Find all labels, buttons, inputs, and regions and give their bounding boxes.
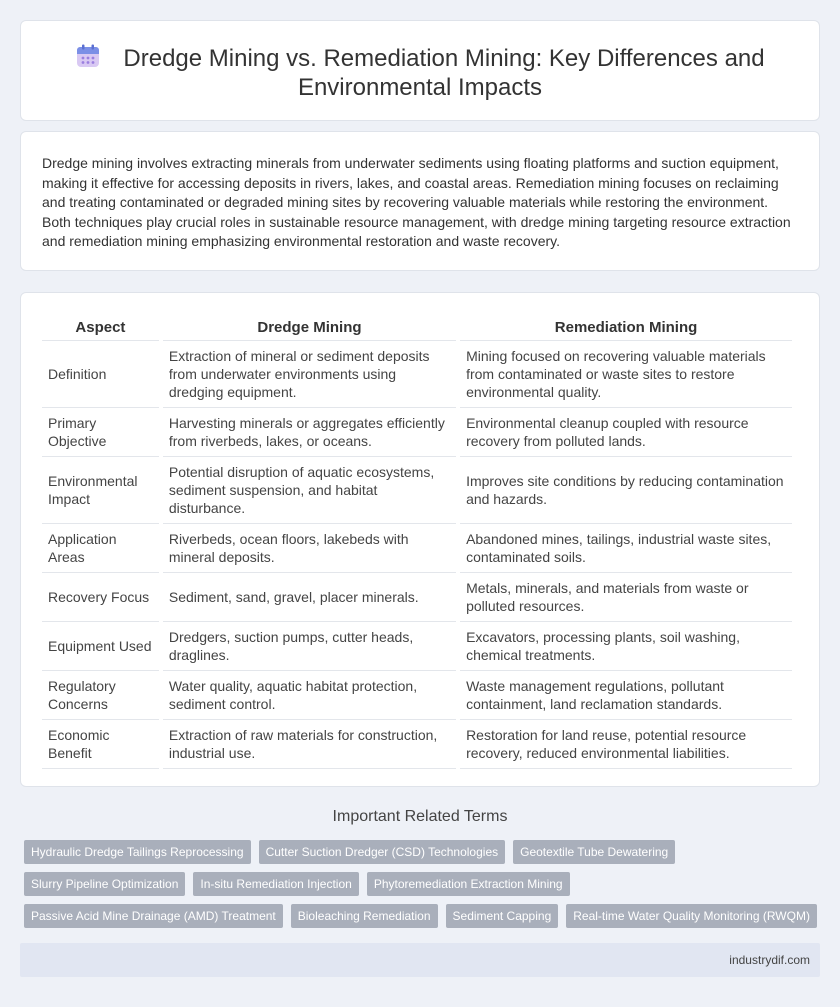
intro-card — [20, 131, 820, 271]
row-aspect: Application Areas — [42, 524, 159, 573]
calendar-icon — [75, 43, 101, 69]
row-remediation: Improves site conditions by reducing contamination and hazards. — [460, 457, 792, 524]
footer-site-link[interactable]: industrydif.com — [729, 953, 810, 967]
table-header-row — [42, 315, 792, 341]
related-term-tag[interactable]: Sediment Capping — [446, 904, 559, 928]
row-dredge: Sediment, sand, gravel, placer minerals. — [163, 573, 456, 622]
comparison-table — [38, 315, 796, 769]
table-row — [42, 622, 792, 671]
related-terms-list — [24, 840, 824, 936]
comparison-card — [20, 292, 820, 787]
table-row — [42, 457, 792, 524]
header-dredge-mining: Dredge Mining — [163, 315, 456, 341]
row-dredge: Extraction of raw materials for construction, industrial use. — [163, 720, 456, 769]
tag-row — [24, 872, 824, 896]
table-row — [42, 573, 792, 622]
footer — [20, 943, 820, 977]
row-aspect: Environmental Impact — [42, 457, 159, 524]
table-row — [42, 671, 792, 720]
intro-text: Dredge mining involves extracting minerals from underwater sediments using floating platforms and suction equipment, making it effective for accessing deposits in rivers, lakes, and coastal areas. Remediation mining focuses on reclaiming and treating contaminated or degraded mining sites by recovering valuable materials while restoring the environment. Both techniques play crucial roles in sustainable resource management, with dredge mining targeting resource extraction and remediation mining emphasizing environmental restoration and waste recovery. — [42, 155, 791, 249]
row-remediation: Excavators, processing plants, soil washing, chemical treatments. — [460, 622, 792, 671]
table-row — [42, 720, 792, 769]
row-aspect: Regulatory Concerns — [42, 671, 159, 720]
related-term-tag[interactable]: Hydraulic Dredge Tailings Reprocessing — [24, 840, 251, 864]
tag-row — [24, 904, 824, 928]
table-row — [42, 408, 792, 457]
row-remediation: Metals, minerals, and materials from waste or polluted resources. — [460, 573, 792, 622]
row-dredge: Riverbeds, ocean floors, lakebeds with mineral deposits. — [163, 524, 456, 573]
related-term-tag[interactable]: In-situ Remediation Injection — [193, 872, 358, 896]
related-terms-title: Important Related Terms — [332, 808, 508, 825]
row-remediation: Mining focused on recovering valuable materials from contaminated or waste sites to restore environmental quality. — [460, 341, 792, 408]
row-aspect: Economic Benefit — [42, 720, 159, 769]
header-card — [20, 20, 820, 121]
related-term-tag[interactable]: Real-time Water Quality Monitoring (RWQM) — [566, 904, 817, 928]
page-title — [21, 43, 819, 102]
related-term-tag[interactable]: Slurry Pipeline Optimization — [24, 872, 185, 896]
row-dredge: Potential disruption of aquatic ecosystems, sediment suspension, and habitat disturbance. — [163, 457, 456, 524]
row-remediation: Waste management regulations, pollutant containment, land reclamation standards. — [460, 671, 792, 720]
title-line-2: Environmental Impacts — [297, 74, 543, 101]
row-remediation: Abandoned mines, tailings, industrial waste sites, contaminated soils. — [460, 524, 792, 573]
title-line-1: Dredge Mining vs. Remediation Mining: Key Differences and — [123, 45, 765, 72]
row-dredge: Dredgers, suction pumps, cutter heads, draglines. — [163, 622, 456, 671]
tag-row — [24, 840, 824, 864]
table-row — [42, 524, 792, 573]
row-dredge: Extraction of mineral or sediment deposits from underwater environments using dredging equipment. — [163, 341, 456, 408]
row-dredge: Harvesting minerals or aggregates efficiently from riverbeds, lakes, or oceans. — [163, 408, 456, 457]
related-term-tag[interactable]: Phytoremediation Extraction Mining — [367, 872, 570, 896]
header-remediation-mining: Remediation Mining — [460, 315, 792, 341]
row-dredge: Water quality, aquatic habitat protection, sediment control. — [163, 671, 456, 720]
row-aspect: Equipment Used — [42, 622, 159, 671]
table-row — [42, 341, 792, 408]
related-term-tag[interactable]: Cutter Suction Dredger (CSD) Technologies — [259, 840, 506, 864]
row-remediation: Restoration for land reuse, potential resource recovery, reduced environmental liabilities. — [460, 720, 792, 769]
row-aspect: Definition — [42, 341, 159, 408]
related-term-tag[interactable]: Geotextile Tube Dewatering — [513, 840, 675, 864]
row-aspect: Recovery Focus — [42, 573, 159, 622]
related-term-tag[interactable]: Passive Acid Mine Drainage (AMD) Treatment — [24, 904, 283, 928]
row-remediation: Environmental cleanup coupled with resource recovery from polluted lands. — [460, 408, 792, 457]
related-term-tag[interactable]: Bioleaching Remediation — [291, 904, 438, 928]
row-aspect: Primary Objective — [42, 408, 159, 457]
header-aspect: Aspect — [42, 315, 159, 341]
